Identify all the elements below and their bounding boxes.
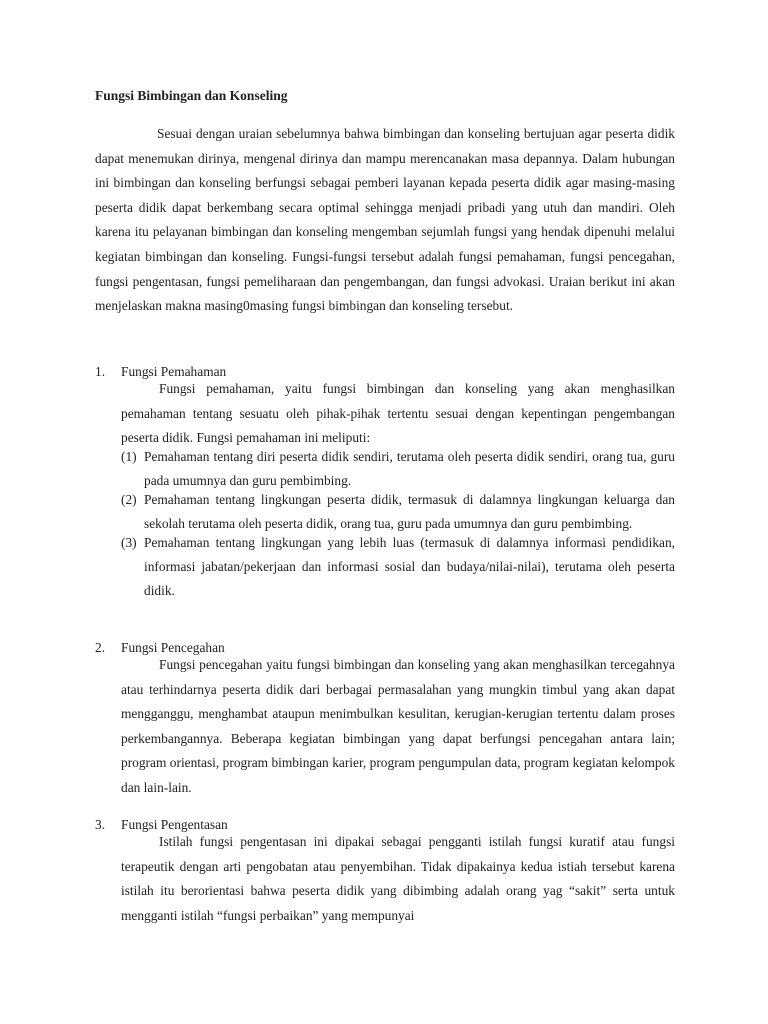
pemahaman-list	[121, 445, 675, 602]
intro-paragraph: Sesuai dengan uraian sebelumnya bahwa bimbingan dan konseling bertujuan agar peserta didik dapat menemukan dirinya, mengenal dirinya dan mampu merencanakan masa depannya. Dalam hubungan ini bimbingan dan konseling berfungsi sebagai pemberi layanan kepada peserta didik agar masing-masing peserta didik dapat berkembang secara optimal sehingga menjadi pribadi yang utuh dan mandiri. Oleh karena itu pelayanan bimbingan dan konseling mengemban sejumlah fungsi yang hendak dipenuhi melalui kegiatan bimbingan dan konseling. Fungsi-fungsi tersebut adalah fungsi pemahaman, fungsi pencegahan, fungsi pengentasan, fungsi pemeliharaan dan pengembangan, dan fungsi advokasi. Uraian berikut ini akan menjelaskan makna masing0masing fungsi bimbingan dan konseling tersebut.	[95, 126, 675, 314]
section-title: Fungsi Pengentasan	[121, 817, 228, 832]
list-item	[121, 445, 675, 492]
list-item-text: Pemahaman tentang lingkungan peserta didik, termasuk di dalamnya lingkungan keluarga dan sekolah terutama oleh peserta didik, orang tua, guru pada umumnya dan guru pembimbing.	[144, 492, 675, 531]
document-title: Fungsi Bimbingan dan Konseling	[95, 88, 288, 103]
list-item	[121, 488, 675, 535]
section-title: Fungsi Pencegahan	[121, 640, 225, 655]
list-item	[121, 531, 675, 602]
list-marker: (2)	[121, 492, 137, 508]
list-marker: (1)	[121, 449, 137, 464]
section-body-pencegahan: Fungsi pencegahan yaitu fungsi bimbingan dan konseling yang akan menghasilkan tercegahnya atau terhindarnya peserta didik dari berbagai permasalahan yang mungkin timbul yang akan dapat mengganggu, menghambat ataupun menimbulkan kesulitan, kerugian-kerugian tertentu dalam proses perkembangannya. Beberapa kegiatan bimbingan yang dapat berfungsi pencegahan antara lain; program orientasi, program bimbingan karier, program pengumpulan data, program kegiatan kelompok dan lain-lain.	[121, 657, 675, 795]
section-number: 3.	[95, 817, 106, 832]
section-number: 2.	[95, 640, 106, 655]
section-body-pemahaman: Fungsi pemahaman, yaitu fungsi bimbingan dan konseling yang akan menghasilkan pemahaman tentang sesuatu oleh pihak-pihak tertentu sesuai dengan kepentingan pengembangan peserta didik. Fungsi pemahaman ini meliputi:	[121, 381, 675, 446]
list-item-text: Pemahaman tentang diri peserta didik sendiri, terutama oleh peserta didik sendiri, orang tua, guru pada umumnya dan guru pembimbing.	[144, 449, 675, 488]
list-marker: (3)	[121, 535, 137, 551]
list-item-text: Pemahaman tentang lingkungan yang lebih luas (termasuk di dalamnya informasi pendidikan, informasi jabatan/pekerjaan dan informasi sosial dan budaya/nilai-nilai), terutama oleh peserta didik.	[144, 535, 675, 598]
section-number: 1.	[95, 364, 106, 379]
section-body-pengentasan: Istilah fungsi pengentasan ini dipakai sebagai pengganti istilah fungsi kuratif atau fungsi terapeutik dengan arti pengobatan atau penyembihan. Tidak dipakainya kedua istiah tersebut karena istilah itu berorientasi bahwa peserta didik yang dibimbing adalah orang yag “sakit” serta untuk mengganti istilah “fungsi perbaikan” yang mempunyai	[121, 834, 675, 923]
section-title: Fungsi Pemahaman	[121, 364, 227, 379]
